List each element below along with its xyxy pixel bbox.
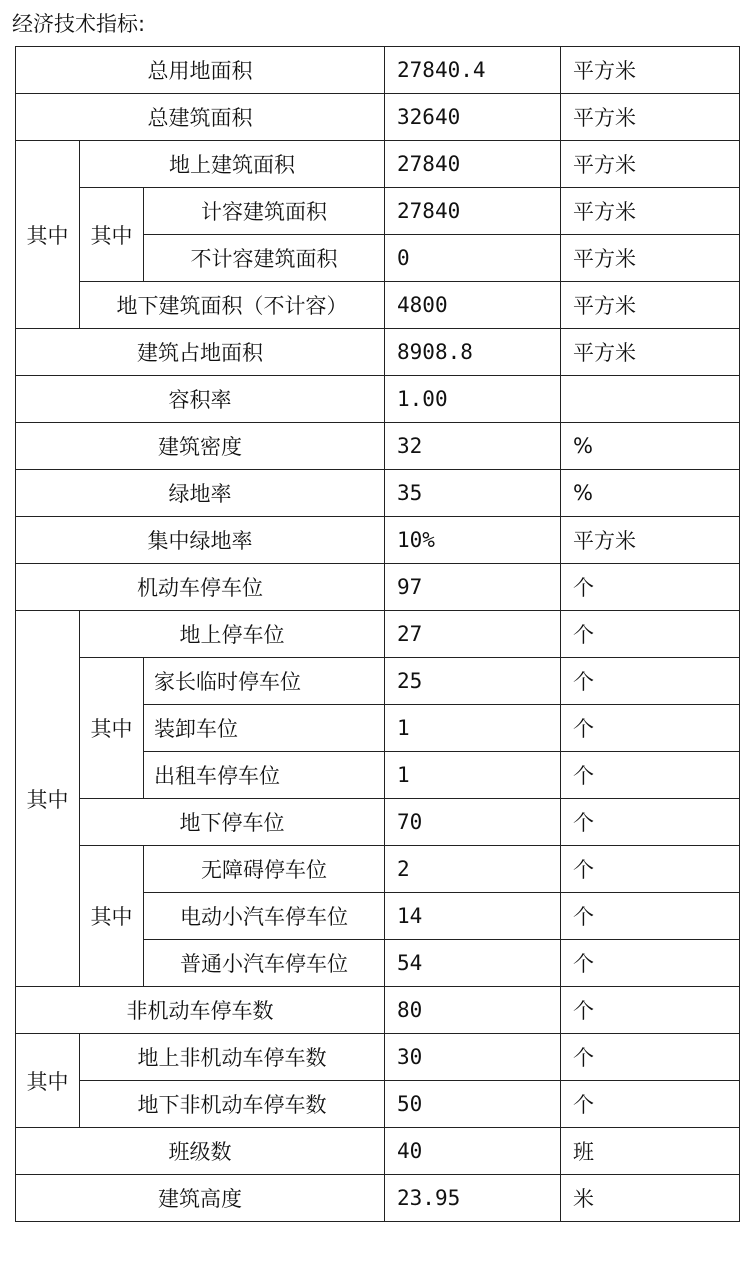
row-label: 班级数 bbox=[16, 1128, 385, 1175]
row-unit: 平方米 bbox=[561, 235, 740, 282]
subgroup-label: 其中 bbox=[80, 188, 144, 282]
table-row bbox=[16, 1034, 740, 1081]
table-row bbox=[16, 846, 740, 893]
table-row bbox=[16, 470, 740, 517]
table-row bbox=[16, 1175, 740, 1222]
row-unit: 米 bbox=[561, 1175, 740, 1222]
row-label: 地上停车位 bbox=[80, 611, 385, 658]
row-unit: 个 bbox=[561, 752, 740, 799]
table-row bbox=[16, 987, 740, 1034]
row-unit: 个 bbox=[561, 987, 740, 1034]
row-label: 出租车停车位 bbox=[144, 752, 385, 799]
table-row bbox=[16, 1081, 740, 1128]
row-unit: 平方米 bbox=[561, 188, 740, 235]
table-row bbox=[16, 47, 740, 94]
row-unit bbox=[561, 376, 740, 423]
indicators-table bbox=[15, 46, 740, 1222]
row-value: 54 bbox=[385, 940, 561, 987]
row-value: 27840 bbox=[385, 188, 561, 235]
row-value: 0 bbox=[385, 235, 561, 282]
row-value: 14 bbox=[385, 893, 561, 940]
row-label: 建筑高度 bbox=[16, 1175, 385, 1222]
table-row bbox=[16, 799, 740, 846]
table-row bbox=[16, 329, 740, 376]
row-unit: 班 bbox=[561, 1128, 740, 1175]
table-row bbox=[16, 94, 740, 141]
row-label: 家长临时停车位 bbox=[144, 658, 385, 705]
group-label: 其中 bbox=[16, 1034, 80, 1128]
row-label: 地上非机动车停车数 bbox=[80, 1034, 385, 1081]
row-value: 25 bbox=[385, 658, 561, 705]
page-title: 经济技术指标: bbox=[12, 12, 146, 36]
row-label: 地下建筑面积（不计容） bbox=[80, 282, 385, 329]
row-value: 27840 bbox=[385, 141, 561, 188]
group-label: 其中 bbox=[16, 611, 80, 987]
group-label: 其中 bbox=[16, 141, 80, 329]
row-label: 地下停车位 bbox=[80, 799, 385, 846]
row-label: 普通小汽车停车位 bbox=[144, 940, 385, 987]
row-label: 容积率 bbox=[16, 376, 385, 423]
table-row bbox=[16, 376, 740, 423]
row-label: 电动小汽车停车位 bbox=[144, 893, 385, 940]
row-value: 32 bbox=[385, 423, 561, 470]
row-unit: 平方米 bbox=[561, 141, 740, 188]
row-value: 97 bbox=[385, 564, 561, 611]
row-value: 4800 bbox=[385, 282, 561, 329]
table-row bbox=[16, 658, 740, 705]
row-label: 计容建筑面积 bbox=[144, 188, 385, 235]
row-unit: 个 bbox=[561, 658, 740, 705]
row-unit: 个 bbox=[561, 940, 740, 987]
row-label: 非机动车停车数 bbox=[16, 987, 385, 1034]
row-label: 无障碍停车位 bbox=[144, 846, 385, 893]
table-row bbox=[16, 1128, 740, 1175]
row-label: 机动车停车位 bbox=[16, 564, 385, 611]
table-row bbox=[16, 188, 740, 235]
row-label: 总用地面积 bbox=[16, 47, 385, 94]
row-value: 23.95 bbox=[385, 1175, 561, 1222]
row-unit: 个 bbox=[561, 846, 740, 893]
table-row bbox=[16, 517, 740, 564]
row-value: 2 bbox=[385, 846, 561, 893]
row-unit: % bbox=[561, 423, 740, 470]
row-unit: 平方米 bbox=[561, 47, 740, 94]
subgroup-label: 其中 bbox=[80, 658, 144, 799]
table-row bbox=[16, 611, 740, 658]
row-value: 27840.4 bbox=[385, 47, 561, 94]
row-unit: 个 bbox=[561, 893, 740, 940]
row-label: 地上建筑面积 bbox=[80, 141, 385, 188]
row-value: 80 bbox=[385, 987, 561, 1034]
row-value: 40 bbox=[385, 1128, 561, 1175]
row-unit: 个 bbox=[561, 799, 740, 846]
row-value: 1.00 bbox=[385, 376, 561, 423]
row-value: 10% bbox=[385, 517, 561, 564]
row-label: 集中绿地率 bbox=[16, 517, 385, 564]
row-value: 50 bbox=[385, 1081, 561, 1128]
row-unit: 平方米 bbox=[561, 282, 740, 329]
row-label: 绿地率 bbox=[16, 470, 385, 517]
row-value: 70 bbox=[385, 799, 561, 846]
table-row bbox=[16, 564, 740, 611]
row-value: 1 bbox=[385, 752, 561, 799]
row-value: 1 bbox=[385, 705, 561, 752]
row-label: 不计容建筑面积 bbox=[144, 235, 385, 282]
row-unit: % bbox=[561, 470, 740, 517]
row-value: 30 bbox=[385, 1034, 561, 1081]
table-row bbox=[16, 141, 740, 188]
row-unit: 平方米 bbox=[561, 329, 740, 376]
row-label: 建筑密度 bbox=[16, 423, 385, 470]
row-unit: 平方米 bbox=[561, 517, 740, 564]
row-unit: 个 bbox=[561, 705, 740, 752]
row-unit: 个 bbox=[561, 611, 740, 658]
row-label: 地下非机动车停车数 bbox=[80, 1081, 385, 1128]
row-label: 装卸车位 bbox=[144, 705, 385, 752]
row-value: 35 bbox=[385, 470, 561, 517]
subgroup-label: 其中 bbox=[80, 846, 144, 987]
row-unit: 个 bbox=[561, 1034, 740, 1081]
row-value: 8908.8 bbox=[385, 329, 561, 376]
row-label: 建筑占地面积 bbox=[16, 329, 385, 376]
row-value: 27 bbox=[385, 611, 561, 658]
row-unit: 平方米 bbox=[561, 94, 740, 141]
row-label: 总建筑面积 bbox=[16, 94, 385, 141]
table-row bbox=[16, 282, 740, 329]
row-value: 32640 bbox=[385, 94, 561, 141]
row-unit: 个 bbox=[561, 1081, 740, 1128]
table-row bbox=[16, 423, 740, 470]
row-unit: 个 bbox=[561, 564, 740, 611]
